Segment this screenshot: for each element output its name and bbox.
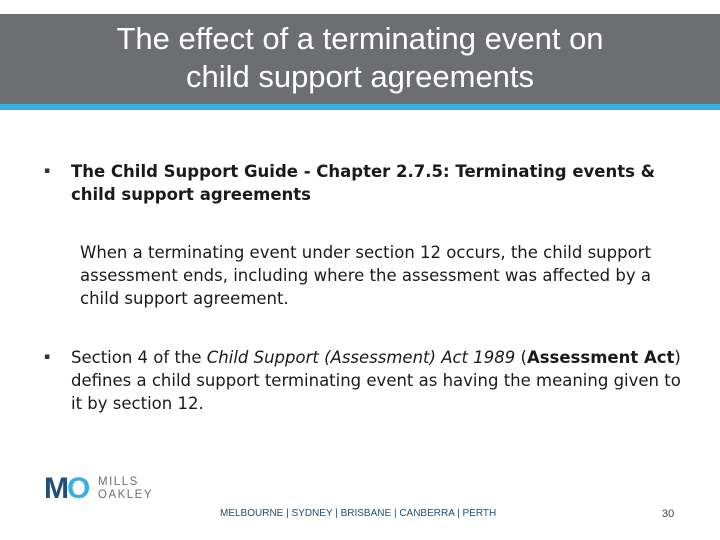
footer-office-locations: MELBOURNE | SYDNEY | BRISBANE | CANBERRA | PERTH (220, 508, 497, 519)
bullet-2-act-title: Child Support (Assessment) Act 1989 (206, 348, 516, 367)
bullet-2-text-a: Section 4 of the (71, 348, 207, 367)
bullet-2-act-short-name: Assessment Act (526, 348, 675, 367)
slide-title (0, 20, 720, 96)
logo-wordmark (98, 476, 153, 502)
bullet-marker-1: ▪ (44, 166, 51, 176)
bullet-marker-2: ▪ (44, 352, 51, 362)
page-number: 30 (662, 508, 675, 520)
bullet-item-2 (71, 346, 691, 415)
slide-title-line-1: The effect of a terminating event on (116, 21, 604, 56)
logo-word-oakley: OAKLEY (98, 489, 154, 501)
sub-paragraph: When a terminating event under section 12 occurs, the child support assessment ends, including where the assessment was affected by a child support agreement. (80, 243, 651, 308)
bullet-2-text-b: ( (515, 348, 527, 367)
logo-monogram-o: O (67, 472, 89, 505)
bullet-1-heading: The Child Support Guide - Chapter 2.7.5: Terminating events & child support agreements (71, 162, 656, 204)
logo-word-mills: MILLS (98, 476, 139, 488)
title-accent-divider (0, 104, 720, 110)
slide-title-line-2: child support agreements (185, 59, 535, 94)
bullet-item-1 (71, 160, 691, 206)
logo-monogram (44, 474, 88, 504)
bullet-2-text-c: ) defines a child support terminating event as having the meaning given to it by section 12. (71, 348, 681, 413)
logo-monogram-m: M (44, 472, 67, 505)
